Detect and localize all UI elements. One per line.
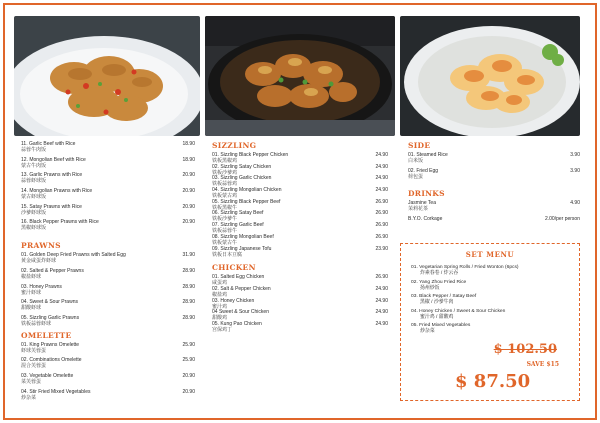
menu-item-price: 26.90	[375, 198, 388, 205]
byo-label: B.Y.O. Corkage	[408, 216, 443, 223]
menu-item-chinese-name: 铁板黑椒鸡	[212, 158, 238, 164]
set-menu-item: 蜜汁鸡 / 甜酸鸡	[420, 314, 454, 320]
menu-item-price: 18.90	[182, 141, 195, 147]
menu-item-price: 24.90	[375, 320, 388, 327]
menu-item-chinese-name: 铁板日本豆腐	[212, 251, 243, 258]
menu-item	[21, 141, 195, 157]
menu-item-name: 01. Salted Egg Chicken	[212, 274, 265, 281]
menu-item	[212, 210, 388, 222]
menu-item-chinese-name: 菜芙蓉蛋	[21, 378, 42, 385]
menu-item-chinese-name: 黄金咸蛋炸虾球	[21, 258, 57, 265]
menu-item-price: 26.90	[375, 210, 388, 217]
menu-item-name: 02. Sizzling Satay Chicken	[212, 163, 272, 170]
menu-item	[21, 389, 195, 405]
menu-item-price: 26.90	[375, 222, 388, 229]
menu-item	[212, 298, 388, 310]
set-menu-title: SET MENU	[465, 250, 515, 259]
menu-item-chinese-name: 铁板沙爹牛	[212, 216, 238, 223]
menu-item-price: 18.90	[182, 156, 195, 163]
set-menu-item: 炒杂菜	[420, 329, 435, 334]
menu-item	[212, 274, 388, 286]
menu-item-chinese-name: 铁板蒙古鸡	[212, 193, 238, 200]
menu-item-price: 23.90	[375, 245, 388, 252]
menu-item	[21, 188, 195, 204]
menu-item-price: 28.90	[182, 314, 195, 321]
set-menu-old-price: $ 102.50	[493, 342, 557, 357]
menu-item	[212, 321, 388, 333]
menu-item-name: 06. Sizzling Satay Beef	[212, 210, 264, 217]
menu-item-chinese-name: 白米饭	[408, 158, 424, 164]
chicken-heading: CHICKEN	[212, 263, 256, 273]
menu-item	[212, 222, 388, 234]
menu-item-chinese-name: 蒜蓉牛肉饭	[21, 147, 47, 153]
menu-item-chinese-name: 沙爹虾球饭	[21, 209, 47, 216]
menu-item-price: 24.90	[375, 187, 388, 194]
prawns-heading: PRAWNS	[21, 241, 61, 251]
set-menu-item: 05. Fried Mixed Vegetables	[411, 323, 471, 328]
set-menu-item: 01. Vegetarian Spring Rolls / Fried Wonton (6pcs)	[411, 265, 519, 270]
menu-item-price: 25.90	[182, 341, 195, 348]
menu-item-name: 15. Satay Prawns with Rice	[21, 203, 82, 210]
menu-item-chinese-name: 铁板沙爹鸡	[212, 169, 238, 176]
menu-item-price: 31.90	[182, 252, 195, 259]
menu-item-name: 02. Salted & Pepper Prawns	[21, 267, 84, 274]
menu-item-name: 13. Garlic Prawns with Rice	[21, 172, 83, 179]
set-menu-price: $ 87.50	[455, 371, 531, 392]
menu-item	[21, 268, 195, 284]
omelette-heading: OMELETTE	[21, 330, 72, 340]
menu-item-price: 24.90	[375, 309, 388, 316]
menu-item-price: 24.90	[375, 163, 388, 170]
menu-item-price: 24.90	[375, 297, 388, 304]
menu-item-name: 12. Mongolian Beef with Rice	[21, 156, 86, 163]
set-menu-saving: SAVE $15	[526, 361, 559, 368]
menu-item	[408, 200, 580, 216]
menu-item-chinese-name: 铁板蒜蓉鸡	[212, 181, 238, 188]
menu-item	[212, 164, 388, 176]
menu-item-chinese-name: 黑椒虾球饭	[21, 225, 47, 232]
menu-item-price: 20.90	[182, 172, 195, 179]
menu-item-chinese-name: 铁板蒜蓉牛	[212, 228, 238, 235]
menu-item	[21, 204, 195, 220]
menu-item-chinese-name: 蒜蓉虾球饭	[21, 178, 47, 185]
set-menu-item: 04. Honey Chicken / Sweet & Sour Chicken	[411, 308, 506, 314]
menu-item-chinese-name: 荷包蛋	[408, 173, 424, 180]
menu-item-chinese-name: 椒盐虾球	[21, 273, 42, 280]
menu-item-name: 05. Sizzling Black Pepper Beef	[212, 198, 281, 205]
menu-item-price: 20.90	[182, 203, 195, 210]
byo-price: 2.00/per person	[544, 216, 580, 223]
menu-item-chinese-name: 甜酸鸡	[212, 315, 228, 322]
menu-item-chinese-name: 蒙古牛肉饭	[21, 162, 47, 169]
menu-item-name: 08. Sizzling Mongolian Beef	[212, 233, 274, 240]
menu-item	[212, 175, 388, 187]
menu-item-name: 03. Honey Chicken	[212, 297, 255, 304]
set-menu-item: 02. Yang Zhou Fried Rice	[411, 279, 467, 285]
menu-item-chinese-name: 铁板蒜蓉虾球	[21, 320, 52, 327]
menu-item-name: 01. Steamed Rice	[408, 152, 448, 158]
menu-item	[21, 157, 195, 173]
menu-item-name: 05. Sizzling Garlic Prawns	[21, 314, 80, 321]
menu-item	[408, 152, 580, 168]
salt-pepper-prawns-photo	[14, 16, 200, 136]
menu-item-name: 02. Fried Egg	[408, 167, 439, 174]
menu-item-chinese-name: 甜酸虾球	[21, 305, 42, 312]
menu-item-name: 03. Sizzling Garlic Chicken	[212, 175, 272, 182]
byo-corkage	[408, 216, 580, 225]
menu-item	[212, 152, 388, 164]
menu-item-name: 03. Honey Prawns	[21, 283, 62, 290]
menu-item-price: 20.90	[182, 219, 195, 226]
menu-item-chinese-name: 铁板黑椒牛	[212, 204, 238, 211]
menu-item	[21, 219, 195, 235]
menu-item-chinese-name: 宫保鸡丁	[212, 326, 233, 333]
menu-item-price: 28.90	[182, 267, 195, 274]
sizzling-plate-photo	[205, 16, 395, 136]
menu-item-price: 28.90	[182, 283, 195, 290]
menu-item	[21, 252, 195, 268]
menu-item-price: 3.90	[570, 152, 580, 158]
menu-item	[212, 199, 388, 211]
menu-item-name: 01. Golden Deep Fried Prawns with Salted Egg	[21, 252, 126, 259]
menu-item-chinese-name: 虾球芙蓉蛋	[21, 347, 47, 354]
set-menu-item: 03. Black Pepper / Satay Beef	[411, 294, 477, 299]
menu-column-2	[212, 141, 388, 333]
menu-item	[212, 309, 388, 321]
drinks-heading: DRINKS	[408, 189, 445, 199]
set-menu-item: 炸素春卷 / 炸云吞	[420, 271, 459, 276]
set-menu-item: 黑椒 / 沙爹牛肉	[420, 300, 454, 305]
menu-item-name: 09. Sizzling Japanese Tofu	[212, 245, 272, 252]
menu-item-name: 02. Salt & Pepper Chicken	[212, 285, 271, 292]
menu-item-name: 04. Sizzling Mongolian Chicken	[212, 187, 282, 194]
menu-item-chinese-name: 蒙古虾球饭	[21, 194, 47, 201]
menu-item-name: 04. Sweet & Sour Prawns	[21, 299, 78, 306]
menu-item-chinese-name: 混合芙蓉蛋	[21, 363, 47, 370]
menu-item-name: 02. Combinations Omelette	[21, 357, 82, 364]
menu-item-name: 16. Black Pepper Prawns with Rice	[21, 219, 99, 226]
menu-item	[408, 168, 580, 184]
menu-item-name: 05. Kung Pao Chicken	[212, 320, 262, 327]
menu-item	[212, 187, 388, 199]
menu-item-price: 25.90	[182, 357, 195, 364]
set-menu-item: 扬州炒饭	[420, 285, 440, 291]
menu-item	[212, 234, 388, 246]
sizzling-heading: SIZZLING	[212, 141, 257, 150]
menu-item-name: 04 Sweet & Sour Chicken	[212, 309, 269, 316]
menu-column-1	[21, 141, 195, 404]
menu-item-chinese-name: 蜜汁鸡	[212, 303, 228, 310]
menu-item-name: 07. Sizzling Garlic Beef	[212, 222, 264, 229]
menu-item-price: 24.90	[375, 152, 388, 158]
menu-item-name: Jasmine Tea	[408, 200, 436, 207]
menu-item-price: 24.90	[375, 285, 388, 292]
menu-item	[212, 246, 388, 258]
menu-item	[21, 172, 195, 188]
menu-item-name: 01. Sizzling Black Pepper Chicken	[212, 152, 289, 158]
menu-item-price: 20.90	[182, 388, 195, 395]
menu-item-price: 20.90	[182, 372, 195, 379]
menu-item	[21, 315, 195, 331]
menu-item-price: 28.90	[182, 299, 195, 306]
menu-item-name: 03. Vegetable Omelette	[21, 372, 74, 379]
side-heading: SIDE	[408, 141, 431, 150]
menu-item	[212, 286, 388, 298]
fried-prawns-photo	[400, 16, 580, 136]
menu-item-price: 3.90	[570, 167, 580, 174]
menu-item-price: 20.90	[182, 188, 195, 195]
menu-item-price: 26.90	[375, 233, 388, 240]
menu-item-price: 26.90	[375, 274, 388, 281]
menu-item	[21, 373, 195, 389]
menu-item-chinese-name: 茉莉花茶	[408, 206, 429, 213]
menu-item-chinese-name: 铁板蒙古牛	[212, 239, 238, 246]
menu-item	[21, 357, 195, 373]
menu-item-name: 11. Garlic Beef with Rice	[21, 141, 76, 147]
menu-item-name: 01. King Prawns Omelette	[21, 341, 80, 348]
menu-item	[21, 342, 195, 358]
menu-item-name: 14. Mongolian Prawns with Rice	[21, 188, 93, 195]
set-menu-box	[400, 243, 580, 401]
menu-item-price: 4.90	[570, 200, 580, 207]
menu-item	[21, 284, 195, 300]
menu-item-chinese-name: 咸蛋鸡	[212, 280, 228, 287]
menu-column-3	[408, 141, 580, 225]
menu-item-price: 24.90	[375, 175, 388, 182]
menu-item-name: 04. Stir Fried Mixed Vegetables	[21, 388, 91, 395]
menu-item-chinese-name: 蜜汁虾球	[21, 289, 42, 296]
menu-item	[21, 299, 195, 315]
menu-item-chinese-name: 椒盐鸡	[212, 291, 228, 298]
menu-item-chinese-name: 炒杂菜	[21, 394, 37, 401]
